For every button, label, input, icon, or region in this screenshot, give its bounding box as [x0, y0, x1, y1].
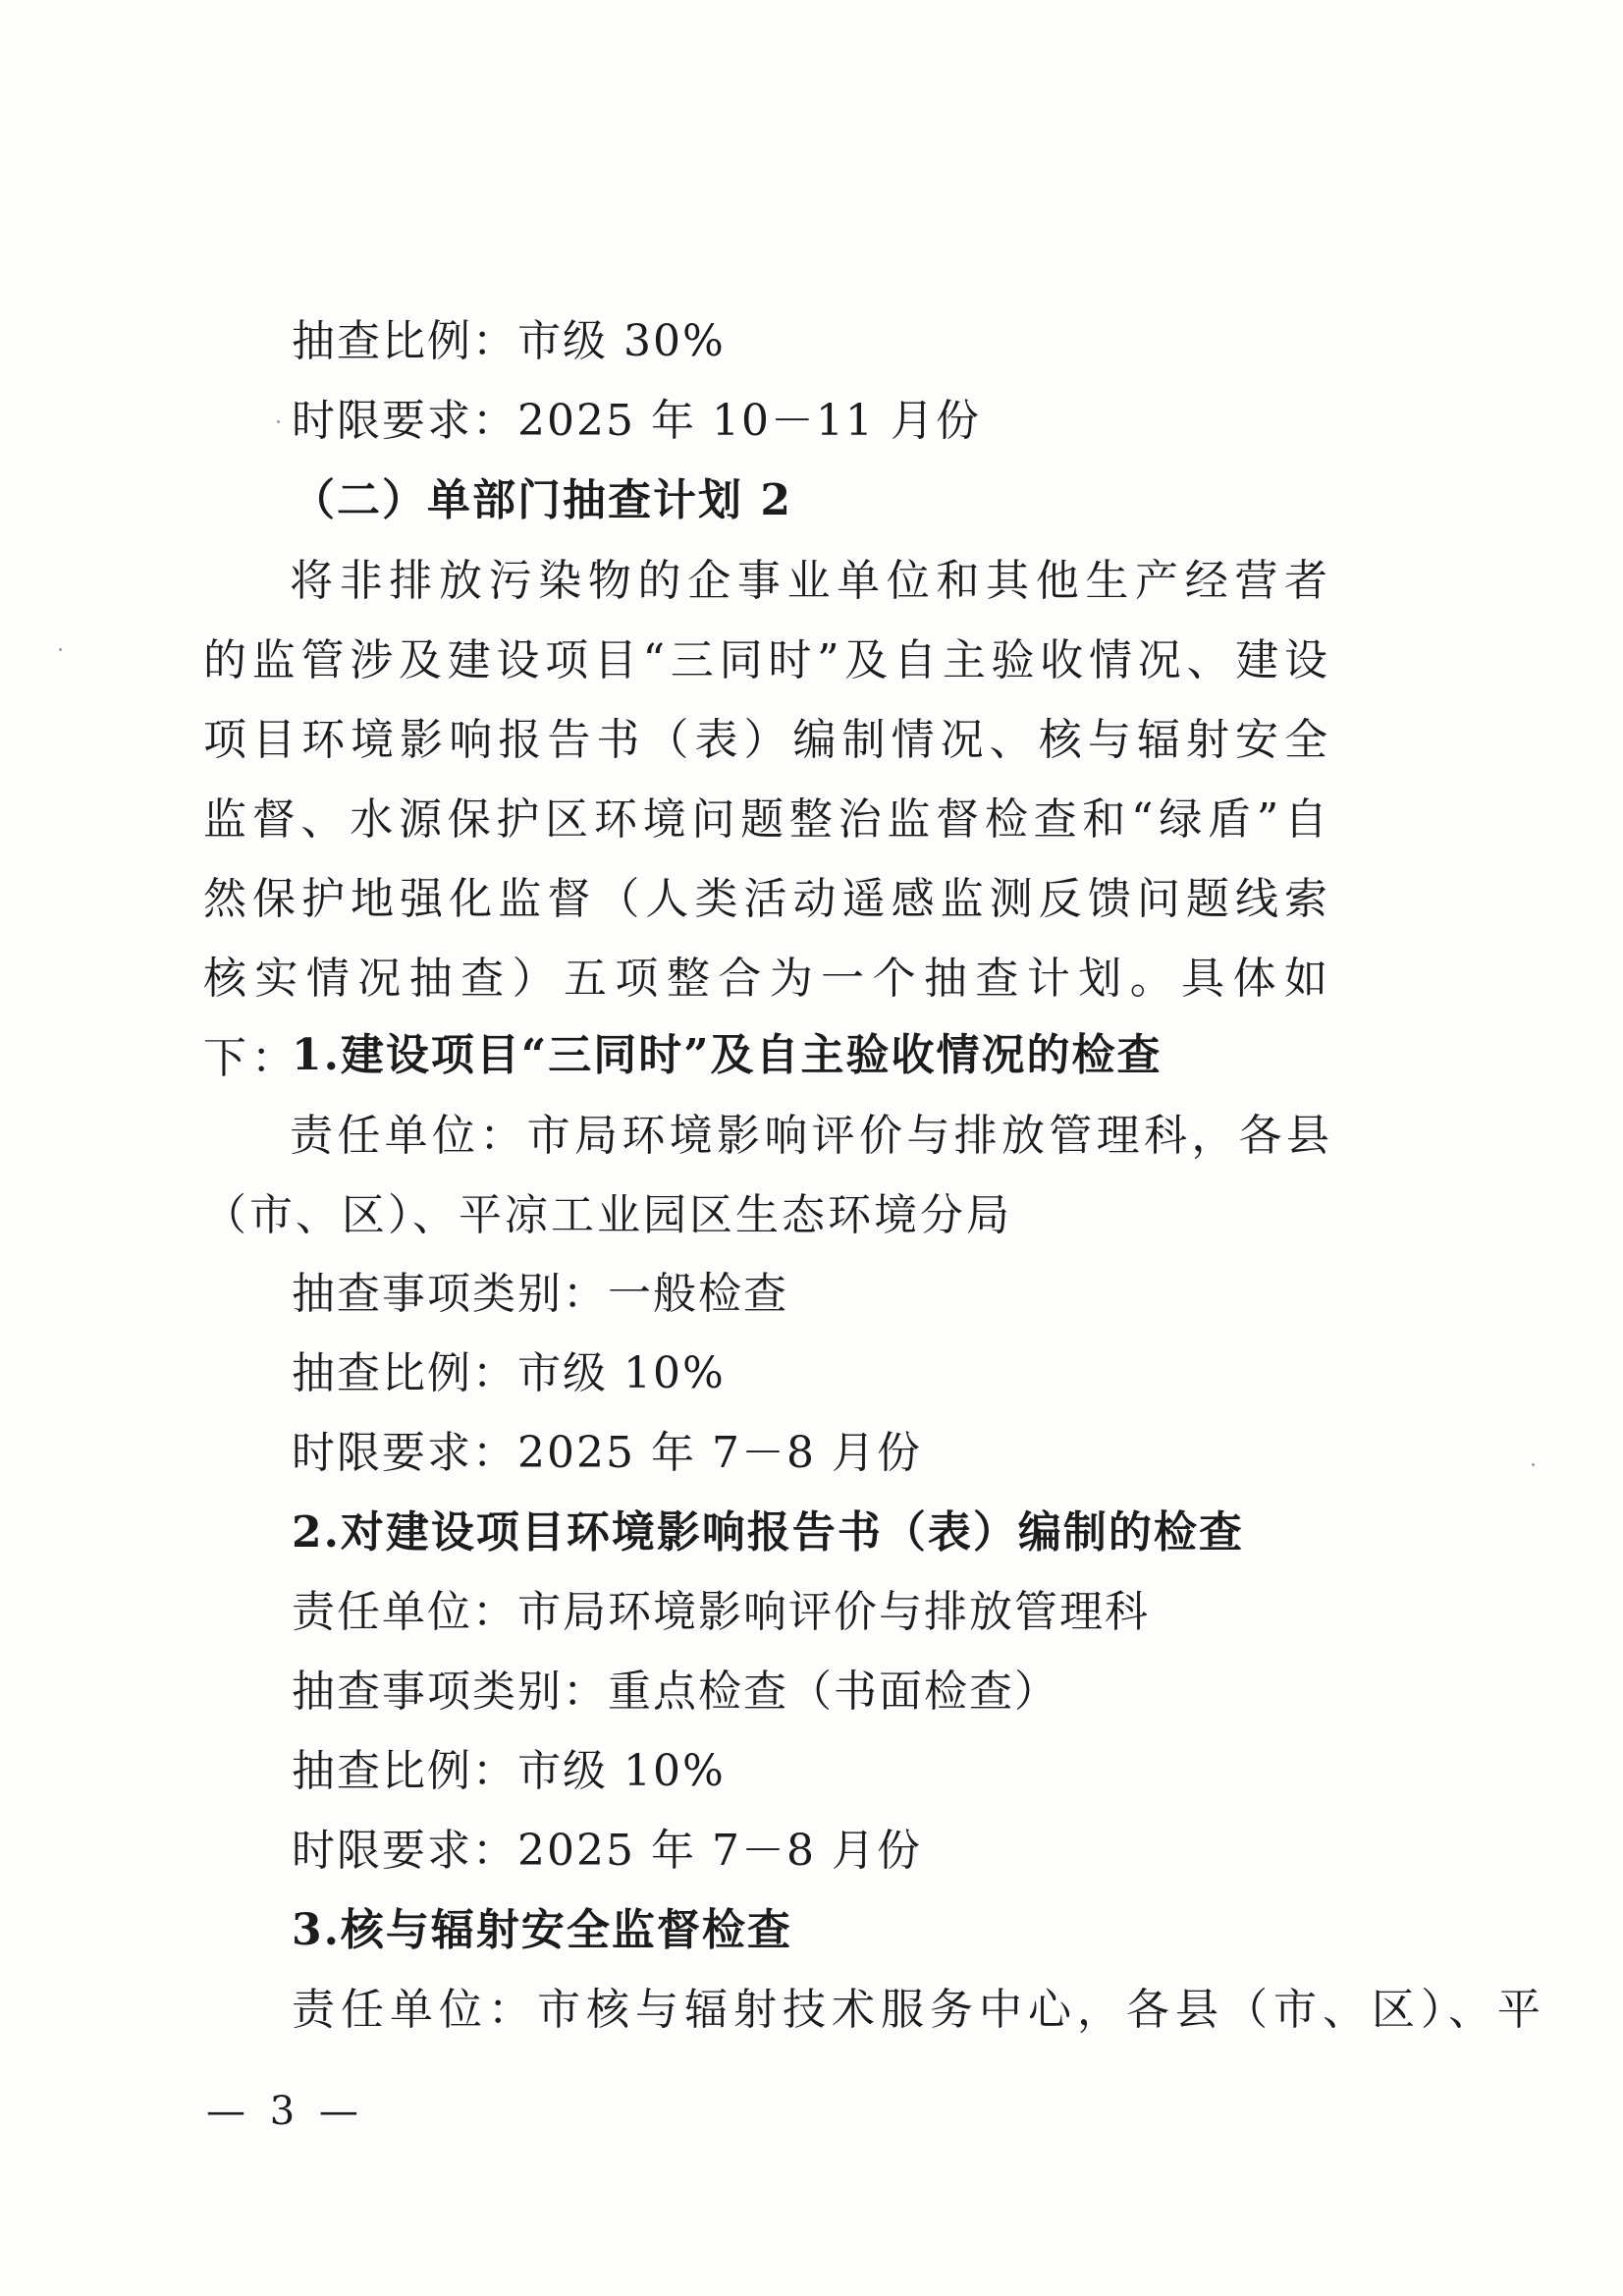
page-number: — 3 —: [206, 2089, 364, 2134]
item-2-time-limit: 时限要求：2025 年 7－8 月份: [292, 1826, 922, 1876]
item-2-responsible-unit: 责任单位：市局环境影响评价与排放管理科: [292, 1587, 1150, 1637]
item-2-heading: 2.对建设项目环境影响报告书（表）编制的检查: [292, 1507, 1244, 1558]
section-heading: （二）单部门抽查计划 2: [292, 475, 792, 525]
scan-speck: [277, 420, 280, 423]
scan-speck: [59, 648, 62, 651]
intro-paragraph: 将非排放污染物的企事业单位和其他生产经营者的监管涉及建设项目“三同时”及自主验收情况、建设项目环境影响报告书（表）编制情况、核与辐射安全监督、水源保护区环境问题整治监督检查和“绿盾”自然保护地强化监督（人类活动遥感监测反馈问题线索核实情况抽查）五项整合为一个抽查计划。具体如下：: [203, 556, 1332, 1083]
item-1-heading: 1.建设项目“三同时”及自主验收情况的检查: [292, 1030, 1163, 1080]
item-1-check-ratio: 抽查比例：市级 10%: [292, 1348, 726, 1398]
item-1-responsible-unit: 责任单位：市局环境影响评价与排放管理科，各县（市、区）、平凉工业园区生态环境分局: [203, 1111, 1332, 1240]
item-2-check-ratio: 抽查比例：市级 10%: [292, 1746, 726, 1796]
item-3-heading: 3.核与辐射安全监督检查: [292, 1905, 792, 1955]
spot-check-ratio-line: 抽查比例：市级 30%: [292, 316, 726, 366]
item-1-check-type: 抽查事项类别：一般检查: [292, 1269, 788, 1319]
item-2-check-type: 抽查事项类别：重点检查（书面检查）: [292, 1667, 1059, 1717]
item-3-responsible-unit: 责任单位：市核与辐射技术服务中心，各县（市、区）、平: [292, 1985, 1546, 2035]
item-1-time-limit: 时限要求：2025 年 7－8 月份: [292, 1428, 922, 1478]
time-limit-line: 时限要求：2025 年 10－11 月份: [292, 396, 981, 446]
scan-speck: [1532, 1463, 1535, 1466]
